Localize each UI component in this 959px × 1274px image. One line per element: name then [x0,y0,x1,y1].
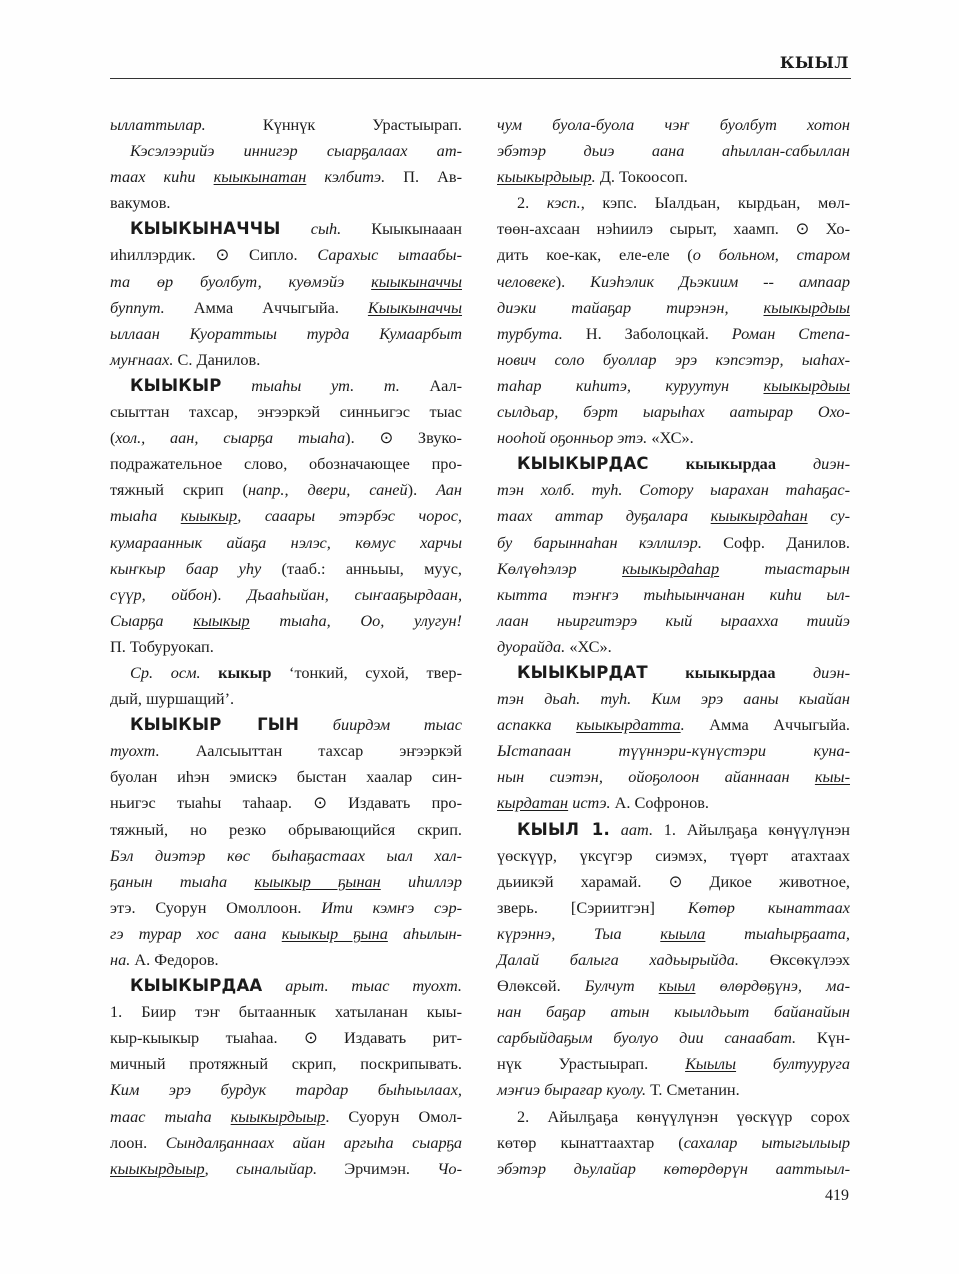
text-line [110,321,462,347]
text-line [110,269,462,295]
text-line [110,399,462,425]
text-line [110,1025,462,1051]
text-line [110,764,462,790]
text-span: дьиикэй харамай. ⊙ Дикое животное, [497,871,850,891]
text-line [110,790,462,816]
text-span: ( [110,428,116,448]
italic-text: бу барыннаһан кэллилэр. [497,532,702,552]
italic-text: Далай балыга хадьырыйда. [497,950,740,969]
underlined-example-word: кыыкыначчы [371,271,462,291]
running-head: КЫЫЛ [779,53,849,72]
text-line [110,190,462,216]
text-line [497,869,850,895]
text-line [497,686,850,712]
italic-text: нан баҕар атын кыылдьыт байанайын [497,1002,850,1022]
italic-text: таах киһи [110,167,214,187]
text-span: . Суорун Омол- [325,1106,462,1126]
text-span: нүк Урастыырап. [497,1054,686,1074]
italic-text: Сындалҕаннаах айан аргыһа сыарҕа [165,1132,462,1152]
underlined-example-word: кыыкырдыы [763,375,850,395]
italic-text: арыт. тыас туохт. [262,976,462,996]
text-line [497,1051,850,1077]
italic-text: сахалар ытыгылыыр [683,1132,850,1152]
underlined-example-word: Кыылы [685,1054,737,1074]
text-span: төөн-ахсаан нэһиилэ сырыт, хаамп. ⊙ Хо- [497,219,850,239]
italic-text: лаан ньиргитэрэ кый ыраахха тиийэ [497,610,850,630]
italic-text: нын сиэтэн, ойоҕолоон айаннаан [497,767,815,787]
text-line [110,1077,462,1103]
text-line [110,1104,462,1130]
text-line [110,138,462,164]
italic-text: Ким эрэ бурдук тардар быһыылаах, [110,1080,462,1100]
text-line [110,660,462,686]
text-span: зверь. [Сэриитгэн] [497,897,688,917]
italic-text: биирдэм тыас [299,715,462,735]
page-number: 419 [825,1187,849,1204]
italic-text: , сыналыйар. [204,1158,318,1178]
text-line [497,451,850,477]
italic-text: эбэтэр дьиэ аана аһыллан-сабыллан [497,141,850,161]
text-span: ). [555,271,591,291]
entry-headword: КЫЫКЫРДАТ [517,662,648,682]
italic-text: тыастарын [719,558,850,578]
text-line [110,216,462,242]
italic-text: сарбыйдаҕым буолуо дии санаабат. [497,1028,797,1048]
italic-text: Аан [436,480,462,500]
italic-text: та өр буолбут, куөмэйэ [110,271,372,291]
entry-headword: КЫЫКЫНАЧЧЫ [130,219,281,239]
text-line [497,425,850,451]
underlined-example-word: кыыкырдаһан [710,506,808,526]
underlined-example-word: кыыкыр [180,506,238,526]
italic-text: күрэннэ, Тыа [497,923,661,943]
italic-text: , сааары этэрбэс чорос, [237,506,462,526]
text-line [497,1104,850,1130]
italic-text: Бэл диэтэр көс быһаҕастаах ыал хал- [110,845,462,865]
underlined-example-word: кыыкырдыыр [230,1106,326,1126]
text-line [497,712,850,738]
italic-text: буппут. [110,297,165,317]
text-span: сыыттан тахсар, эҥээркэй синньигэс тыас [110,402,462,422]
text-span: ). [407,480,437,500]
italic-text: Чо- [437,1158,462,1178]
text-line [497,477,850,503]
text-span: Кыыкынааан [341,219,462,239]
text-span: кыр-кыыкыр тыаһаа. ⊙ Издавать рит- [110,1028,462,1048]
italic-text: диэки тайаҕар тирэнэн, [497,297,764,317]
text-span: 2. [517,193,547,213]
text-span: А. Софронов. [610,793,709,813]
italic-text: хол., аан, сыарҕа тыаһа [115,428,346,448]
underlined-example-word: кыыкырдатта [576,715,681,735]
text-line [497,373,850,399]
underlined-example-word: кыыкырдыы [763,297,850,317]
text-span: подражательное слово, обозначающее про- [110,454,462,474]
text-line [497,608,850,634]
italic-text: туохт. [110,741,160,761]
text-line [110,477,462,503]
italic-text: ҕанын тыаһа [110,871,255,891]
text-span: лоон. [110,1132,166,1152]
text-line [497,738,850,764]
italic-text: сыһ. [280,219,342,239]
text-line [497,1130,850,1156]
italic-text: гэ турар хос аана [110,923,282,943]
text-line [497,947,850,973]
text-line [497,999,850,1025]
italic-text: чум буола-буола чэҥ буолбут хотон [497,115,850,134]
text-span: үөскүүр, үксүгэр сиэмэх, түөрт атахтаах [497,845,850,865]
italic-text: человеке [497,271,556,291]
text-line [497,973,850,999]
entry-headword: КЫЫКЫРДАС [517,454,649,474]
entry-headword: КЫЫЛ 1. [517,819,610,839]
text-line [497,503,850,529]
text-span: «ХС». [565,636,612,656]
italic-text: Дьааһыйан, сыҥааҕырдаан, [247,584,463,604]
text-line [497,921,850,947]
text-span: мичный протяжный скрип, поскрипывать. [110,1054,462,1074]
italic-text: кэсп. [546,193,581,213]
text-line [497,660,850,686]
italic-text: бултууруга [736,1054,850,1074]
italic-text: сүүр, ойбон [110,584,212,604]
text-span: , кэпс. Ыалдьан, кырдьан, мөл- [580,193,850,213]
text-span: 1. Айылҕаҕа көнүүлүнэн [653,819,850,839]
text-span: дить кое-как, еле-еле ( [497,245,693,265]
underlined-example-word: кыыкыр ҕына [281,923,388,943]
italic-text: Көтөр кынаттаах [687,897,850,917]
italic-text: Сарахыс ытаабы- [317,245,463,265]
bold-text: кыыкырдаа [647,662,776,682]
text-line [497,216,850,242]
italic-text: тэн дьаһ. туһ. Ким эрэ ааны кыайан [497,689,850,709]
text-span: Күннүк Урастыырап. [205,115,462,134]
italic-text: диэн- [775,454,850,474]
underlined-example-word: кыыла [660,923,706,943]
text-span: П. Ав- [385,167,462,187]
italic-text: . [680,715,685,735]
text-span: ньигэс тыаһы таһаар. ⊙ Издавать про- [110,793,462,813]
italic-text: кытта тэҥҥэ тыһыынчанан киһи ыл- [497,584,850,604]
italic-text: истэ. [568,793,611,813]
text-line [497,295,850,321]
italic-text: таах аттар дуҕалара [497,506,711,526]
text-line [110,242,462,268]
text-line [497,1077,850,1103]
text-line [110,1156,462,1182]
text-line [497,242,850,268]
text-span: Күн- [796,1028,850,1048]
underlined-example-word: кырдатан [497,793,569,813]
text-span: ). ⊙ Звуко- [345,428,462,448]
italic-text: Ыстапаан түүннэри-күнүстэри куна- [497,741,850,761]
text-line [110,295,462,321]
text-span: тяжный скрип ( [110,480,248,500]
underlined-example-word: Кыыкыначчы [367,297,462,317]
italic-text: кыҥкыр баар уһу [110,558,262,578]
underlined-example-word: кыыкырдыыр [497,167,592,187]
text-span: Өксөкүлээх [739,950,851,969]
text-span: (тааб.: анньыы, муус, [261,558,462,578]
text-span: көтөр кынаттаахтар ( [497,1132,684,1152]
text-span: 1. Биир тэҥ бытааннык хатыланан кыы- [110,1002,462,1022]
italic-text: Көлүөһэлэр [497,558,623,578]
right-column [497,112,850,1182]
italic-text: ыллаан Куораттыы турда Кумаарбыт [110,323,462,343]
text-span: Аал- [399,375,462,395]
text-line [110,634,462,660]
text-line [497,138,850,164]
text-line [110,895,462,921]
italic-text: таһар киһитэ, куруутун [497,375,764,395]
text-span [201,663,219,682]
italic-text: тэн холб. туһ. Сотору ыарахан таһаҕас- [497,480,850,500]
entry-headword: КЫЫКЫР ГЫН [130,715,300,735]
text-span: тяжный, но резко обрывающийся скрип. [110,819,462,839]
italic-text: на. [110,950,131,969]
text-line [497,347,850,373]
italic-text: Сыарҕа [110,610,194,630]
text-line [497,530,850,556]
text-span: Д. Токоосоп. [595,167,688,187]
text-span: Эрчимэн. [317,1158,438,1178]
text-line [110,451,462,477]
text-span: Амма Аччыгыйа. [684,715,850,735]
italic-text: Роман Степа- [731,323,850,343]
text-line [497,399,850,425]
text-span: Софр. Данилов. [701,532,850,552]
text-line [497,1156,850,1182]
text-span: дый, шуршащий’. [110,689,235,709]
text-line [110,999,462,1025]
text-span: буолан иһэн эмискэ быстан хаалар син- [110,767,462,787]
text-line [110,425,462,451]
italic-text: турбута. [497,323,563,343]
text-line [110,817,462,843]
entry-headword: КЫЫКЫР [130,375,222,395]
italic-text: дуорайда. [497,636,566,656]
text-span: 2. Айылҕаҕа көнүүлүнэн үөскүүр сорох [517,1106,850,1126]
text-line [110,1051,462,1077]
text-line [497,556,850,582]
text-line [110,869,462,895]
italic-text: аат. [609,819,654,839]
underlined-example-word: кыыкырдаһар [622,558,720,578]
text-line [110,1130,462,1156]
text-line [110,686,462,712]
italic-text: ыллаттылар. [110,115,206,134]
text-line [497,764,850,790]
text-line [497,321,850,347]
text-span: ). [211,584,248,604]
italic-text: диэн- [775,662,850,682]
italic-text: кумарааннык айаҕа нэлэс, көмус харчы [110,532,462,552]
italic-text: Киэһэлик Дьэкиим -- ампаар [590,271,850,291]
text-span: П. Тобуруокап. [110,636,214,656]
italic-text: . [591,167,596,187]
italic-text: Булчут [584,976,659,996]
underlined-example-word: кыыл [658,976,696,996]
italic-text: тыаһа [110,506,181,526]
underlined-example-word: кыы- [814,767,850,787]
italic-text: нович соло буоллар эрэ кэпсэтэр, ыаһах- [497,349,850,369]
text-line [110,503,462,529]
italic-text: о больном, старом [692,245,850,265]
text-line [110,373,462,399]
italic-text: тыаһа, Оо, улугун! [249,610,462,630]
text-line [497,190,850,216]
text-span: С. Данилов. [173,349,261,369]
italic-text: мэҥиэ бырағар куолу. [497,1080,647,1100]
text-span: Өлөксөй. [497,976,585,996]
italic-text: таас тыаһа [110,1106,231,1126]
text-span: Н. Заболоцкай. [562,323,732,343]
underlined-example-word: кыыкынатан [213,167,307,187]
text-line [110,973,462,999]
text-span: вакумов. [110,193,171,213]
text-span: А. Федоров. [130,950,219,969]
text-span: «ХС». [647,428,694,448]
italic-text: аспакка [497,715,577,735]
bold-text: кыкыр [218,662,272,682]
text-span: Амма Аччыгыйа. [164,297,368,317]
italic-text: муҥнаах. [110,349,174,369]
text-line [497,269,850,295]
text-line [110,164,462,190]
italic-text: Ср. осм. [130,662,201,682]
text-line [497,582,850,608]
text-line [110,738,462,764]
left-column [110,112,462,1182]
italic-text: сылдьар, бэрт ыарыһах аатырар Охо- [497,402,850,422]
italic-text: Кэсэлээрийэ иннигэр сыарҕалаах ат- [130,141,462,161]
text-line [110,347,462,373]
text-line [110,582,462,608]
text-line [110,112,462,138]
text-line [497,895,850,921]
header-rule [110,78,851,79]
text-span: Т. Сметанин. [646,1080,740,1100]
text-line [497,817,850,843]
text-line [110,947,462,973]
text-line [497,164,850,190]
text-line [497,112,850,138]
italic-text: напр., двери, саней [247,480,408,500]
text-line [110,556,462,582]
italic-text: кэлбитэ. [306,167,386,187]
text-span: Аалсыыттан тахсар эҥээркэй [159,741,462,761]
text-line [110,530,462,556]
text-line [110,921,462,947]
text-line [497,843,850,869]
underlined-example-word: кыыкырдыыр [110,1158,205,1178]
italic-text: су- [807,506,850,526]
italic-text: тыаһы ут. т. [221,375,400,395]
italic-text: нооһой оҕонньор этэ. [497,428,648,448]
italic-text: Ити кэмҥэ сэр- [321,897,463,917]
entry-headword: КЫЫКЫРДАА [130,976,263,996]
text-span: ‘тонкий, сухой, твер- [271,662,462,682]
italic-text: эбэтэр дьулайар көтөрдөрүн ааттыыл- [497,1158,850,1178]
text-line [497,790,850,816]
text-line [110,843,462,869]
italic-text: тыаһырҕаата, [705,923,850,943]
text-span: иһиллэрдик. ⊙ Сипло. [110,245,318,265]
text-span: этэ. Суорун Омоллоон. [110,897,322,917]
underlined-example-word: кыыкыр ҕынан [254,871,381,891]
text-line [110,608,462,634]
italic-text: өлөрдөҕүнэ, ма- [695,976,851,996]
italic-text: иһиллэр [380,871,462,891]
bold-text: кыыкырдаа [648,454,776,474]
text-line [497,634,850,660]
underlined-example-word: кыыкыр [193,610,250,630]
text-line [110,712,462,738]
italic-text: аһылын- [387,923,462,943]
text-line [497,1025,850,1051]
